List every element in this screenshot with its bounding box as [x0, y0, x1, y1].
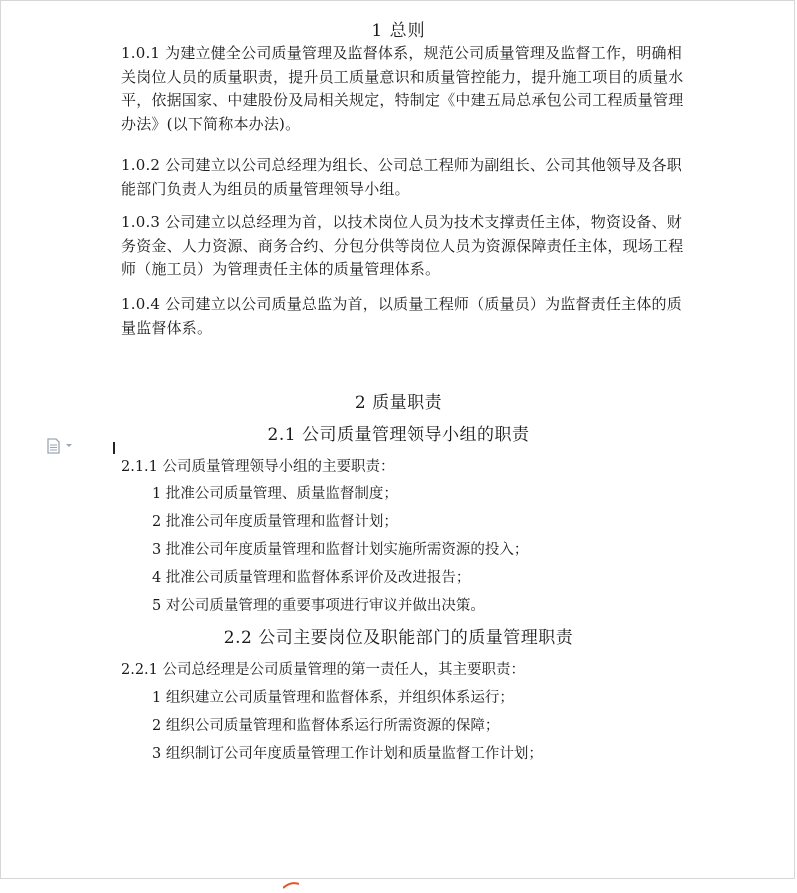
list-item: 2 批准公司年度质量管理和监督计划；: [152, 514, 398, 530]
paragraph-1-0-1: 1.0.1 为建立健全公司质量管理及监督体系，规范公司质量管理及监督工作，明确相关岗位人员的质量职责，提升员工质量意识和质量管控能力，提升施工项目的质量水平，依据国家、中建股份及局相关规定，特制定《中建五局总承包公司工程质量管理办法》(以下简称本办法)。: [121, 44, 684, 133]
paragraph-1-0-4: 1.0.4 公司建立以公司质量总监为首，以质量工程师（质量员）为监督责任主体的质量监督体系。: [121, 295, 682, 337]
text-cursor-icon: [113, 442, 115, 454]
lead-2-2-1: 2.2.1 公司总经理是公司质量管理的第一责任人，其主要职责：: [121, 662, 526, 678]
paragraph-1-0-3: 1.0.3 公司建立以总经理为首，以技术岗位人员为技术支撑责任主体，物资设备、财务资金、人力资源、商务合约、分包分供等岗位人员为资源保障责任主体，现场工程师（施工员）为管理责任主体的质量管理体系。: [121, 213, 684, 278]
document-icon[interactable]: [46, 438, 76, 454]
list-item: 5 对公司质量管理的重要事项进行审议并做出决策。: [152, 598, 485, 614]
section-1-title: 1 总则: [371, 21, 426, 41]
list-item: 1 批准公司质量管理、质量监督制度；: [152, 486, 398, 502]
section-2-2-title: 2.2 公司主要岗位及职能部门的质量管理职责: [223, 628, 574, 648]
section-2-title: 2 质量职责: [354, 393, 443, 413]
list-item: 1 组织建立公司质量管理和监督体系，并组织体系运行；: [152, 690, 514, 706]
list-item: 3 批准公司年度质量管理和监督计划实施所需资源的投入；: [152, 542, 529, 558]
lead-2-1-1: 2.1.1 公司质量管理领导小组的主要职责：: [121, 459, 395, 475]
list-item: 4 批准公司质量管理和监督体系评价及改进报告；: [152, 570, 471, 586]
list-item: 2 组织公司质量管理和监督体系运行所需资源的保障；: [152, 718, 500, 734]
list-item: 3 组织制订公司年度质量管理工作计划和质量监督工作计划；: [152, 746, 543, 762]
chevron-down-icon: [66, 444, 72, 447]
section-2-1-title: 2.1 公司质量管理领导小组的职责: [267, 425, 530, 445]
paragraph-1-0-2: 1.0.2 公司建立以公司总经理为组长、公司总工程师为副组长、公司其他领导及各职能部门负责人为组员的质量管理领导小组。: [121, 156, 682, 198]
